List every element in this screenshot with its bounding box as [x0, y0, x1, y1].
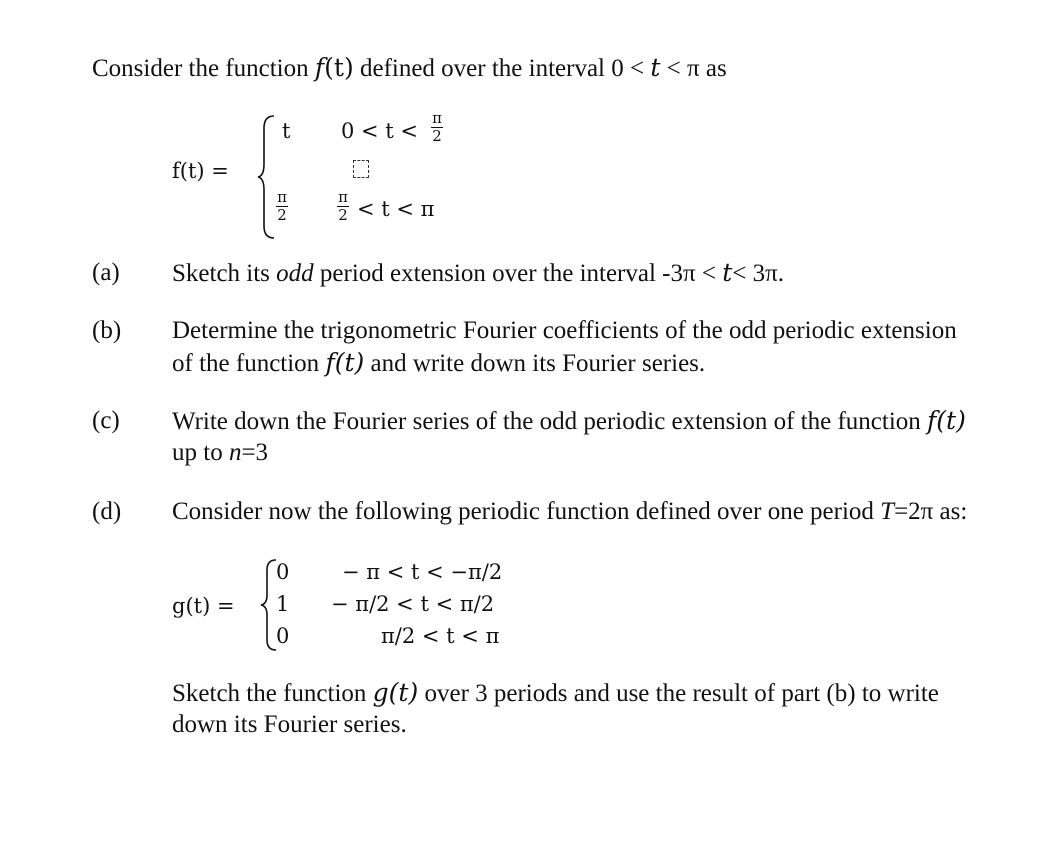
f-left-brace [256, 112, 278, 242]
part-b-function: f(t) [325, 348, 365, 377]
intro-function-name: f [314, 53, 325, 82]
part-c-function: f(t) [927, 406, 966, 435]
part-d-period-symbol: T [880, 498, 895, 525]
f-case2-condition: < t < π [357, 197, 435, 221]
part-d-label: (d) [92, 498, 122, 525]
part-a-text [172, 257, 784, 290]
part-a-text-3: < 3π. [732, 260, 784, 287]
f-case1-condition: 0 < t < [341, 119, 419, 143]
f-case2-cond-pi-over-2 [337, 190, 349, 223]
f-case2-value-pi-over-2 [276, 190, 288, 223]
intro-text-3: < π as [666, 55, 727, 82]
intro-text: Consider the function [92, 55, 309, 82]
f-case1-value: t [282, 119, 291, 143]
part-c-line-2-post: =3 [241, 439, 269, 466]
part-d-line [172, 496, 967, 528]
g-value-3: 0 [276, 624, 290, 648]
g-value-2: 1 [276, 592, 290, 616]
f-case2-numerator: π [277, 188, 287, 206]
empty-placeholder-box [353, 160, 369, 178]
intro-variable: t [650, 53, 661, 82]
intro-function-arg: (t) [324, 53, 354, 82]
part-c-line-1 [172, 405, 966, 438]
f-case2-cond-denominator: 2 [338, 206, 348, 224]
final-line-1-pre: Sketch the function [172, 680, 367, 707]
part-b-line-2-post: and write down its Fourier series. [370, 350, 706, 377]
part-a-text-1: Sketch its [172, 260, 270, 287]
intro-line [92, 52, 727, 85]
part-a-label: (a) [92, 259, 120, 286]
part-a-emphasis: odd [276, 260, 314, 287]
part-d-text-1: Consider now the following periodic function defined over one period [172, 498, 874, 525]
part-c-line-2 [172, 437, 268, 469]
g-value-1: 0 [276, 560, 290, 584]
final-line-1 [172, 677, 939, 710]
g-condition-1: − π < t < −π/2 [342, 560, 503, 584]
part-a-text-2: period extension over the interval -3π < [319, 260, 716, 287]
f-case1-numerator: π [432, 109, 442, 127]
part-b-line-1: Determine the trigonometric Fourier coefficients of the odd periodic extension [172, 317, 957, 344]
g-condition-3: π/2 < t < π [381, 624, 500, 648]
g-lhs: g(t) = [172, 594, 235, 618]
f-case2-cond-numerator: π [338, 188, 348, 206]
part-c-label: (c) [92, 407, 120, 434]
part-b-line-2-pre: of the function [172, 350, 320, 377]
g-condition-2: − π/2 < t < π/2 [331, 592, 495, 616]
f-case1-pi-over-2 [431, 111, 443, 144]
part-c-line-1-text: Write down the Fourier series of the odd periodic extension of the function [172, 408, 921, 435]
final-function: g(t) [372, 678, 419, 707]
part-a-variable: t [722, 258, 733, 287]
final-line-2: down its Fourier series. [172, 711, 407, 738]
part-c-n: n [228, 439, 242, 466]
f-case1-denominator: 2 [432, 127, 442, 145]
part-c-line-2-pre: up to [172, 439, 223, 466]
f-case2-denominator: 2 [277, 206, 287, 224]
part-d-text-2: =2π as: [894, 498, 968, 525]
intro-text-2: defined over the interval 0 < [359, 55, 645, 82]
part-b-label: (b) [92, 317, 122, 344]
f-lhs: f(t) = [172, 159, 229, 183]
final-line-1-post: over 3 periods and use the result of part (b) to write [424, 680, 939, 707]
part-b-line-2 [172, 347, 705, 380]
